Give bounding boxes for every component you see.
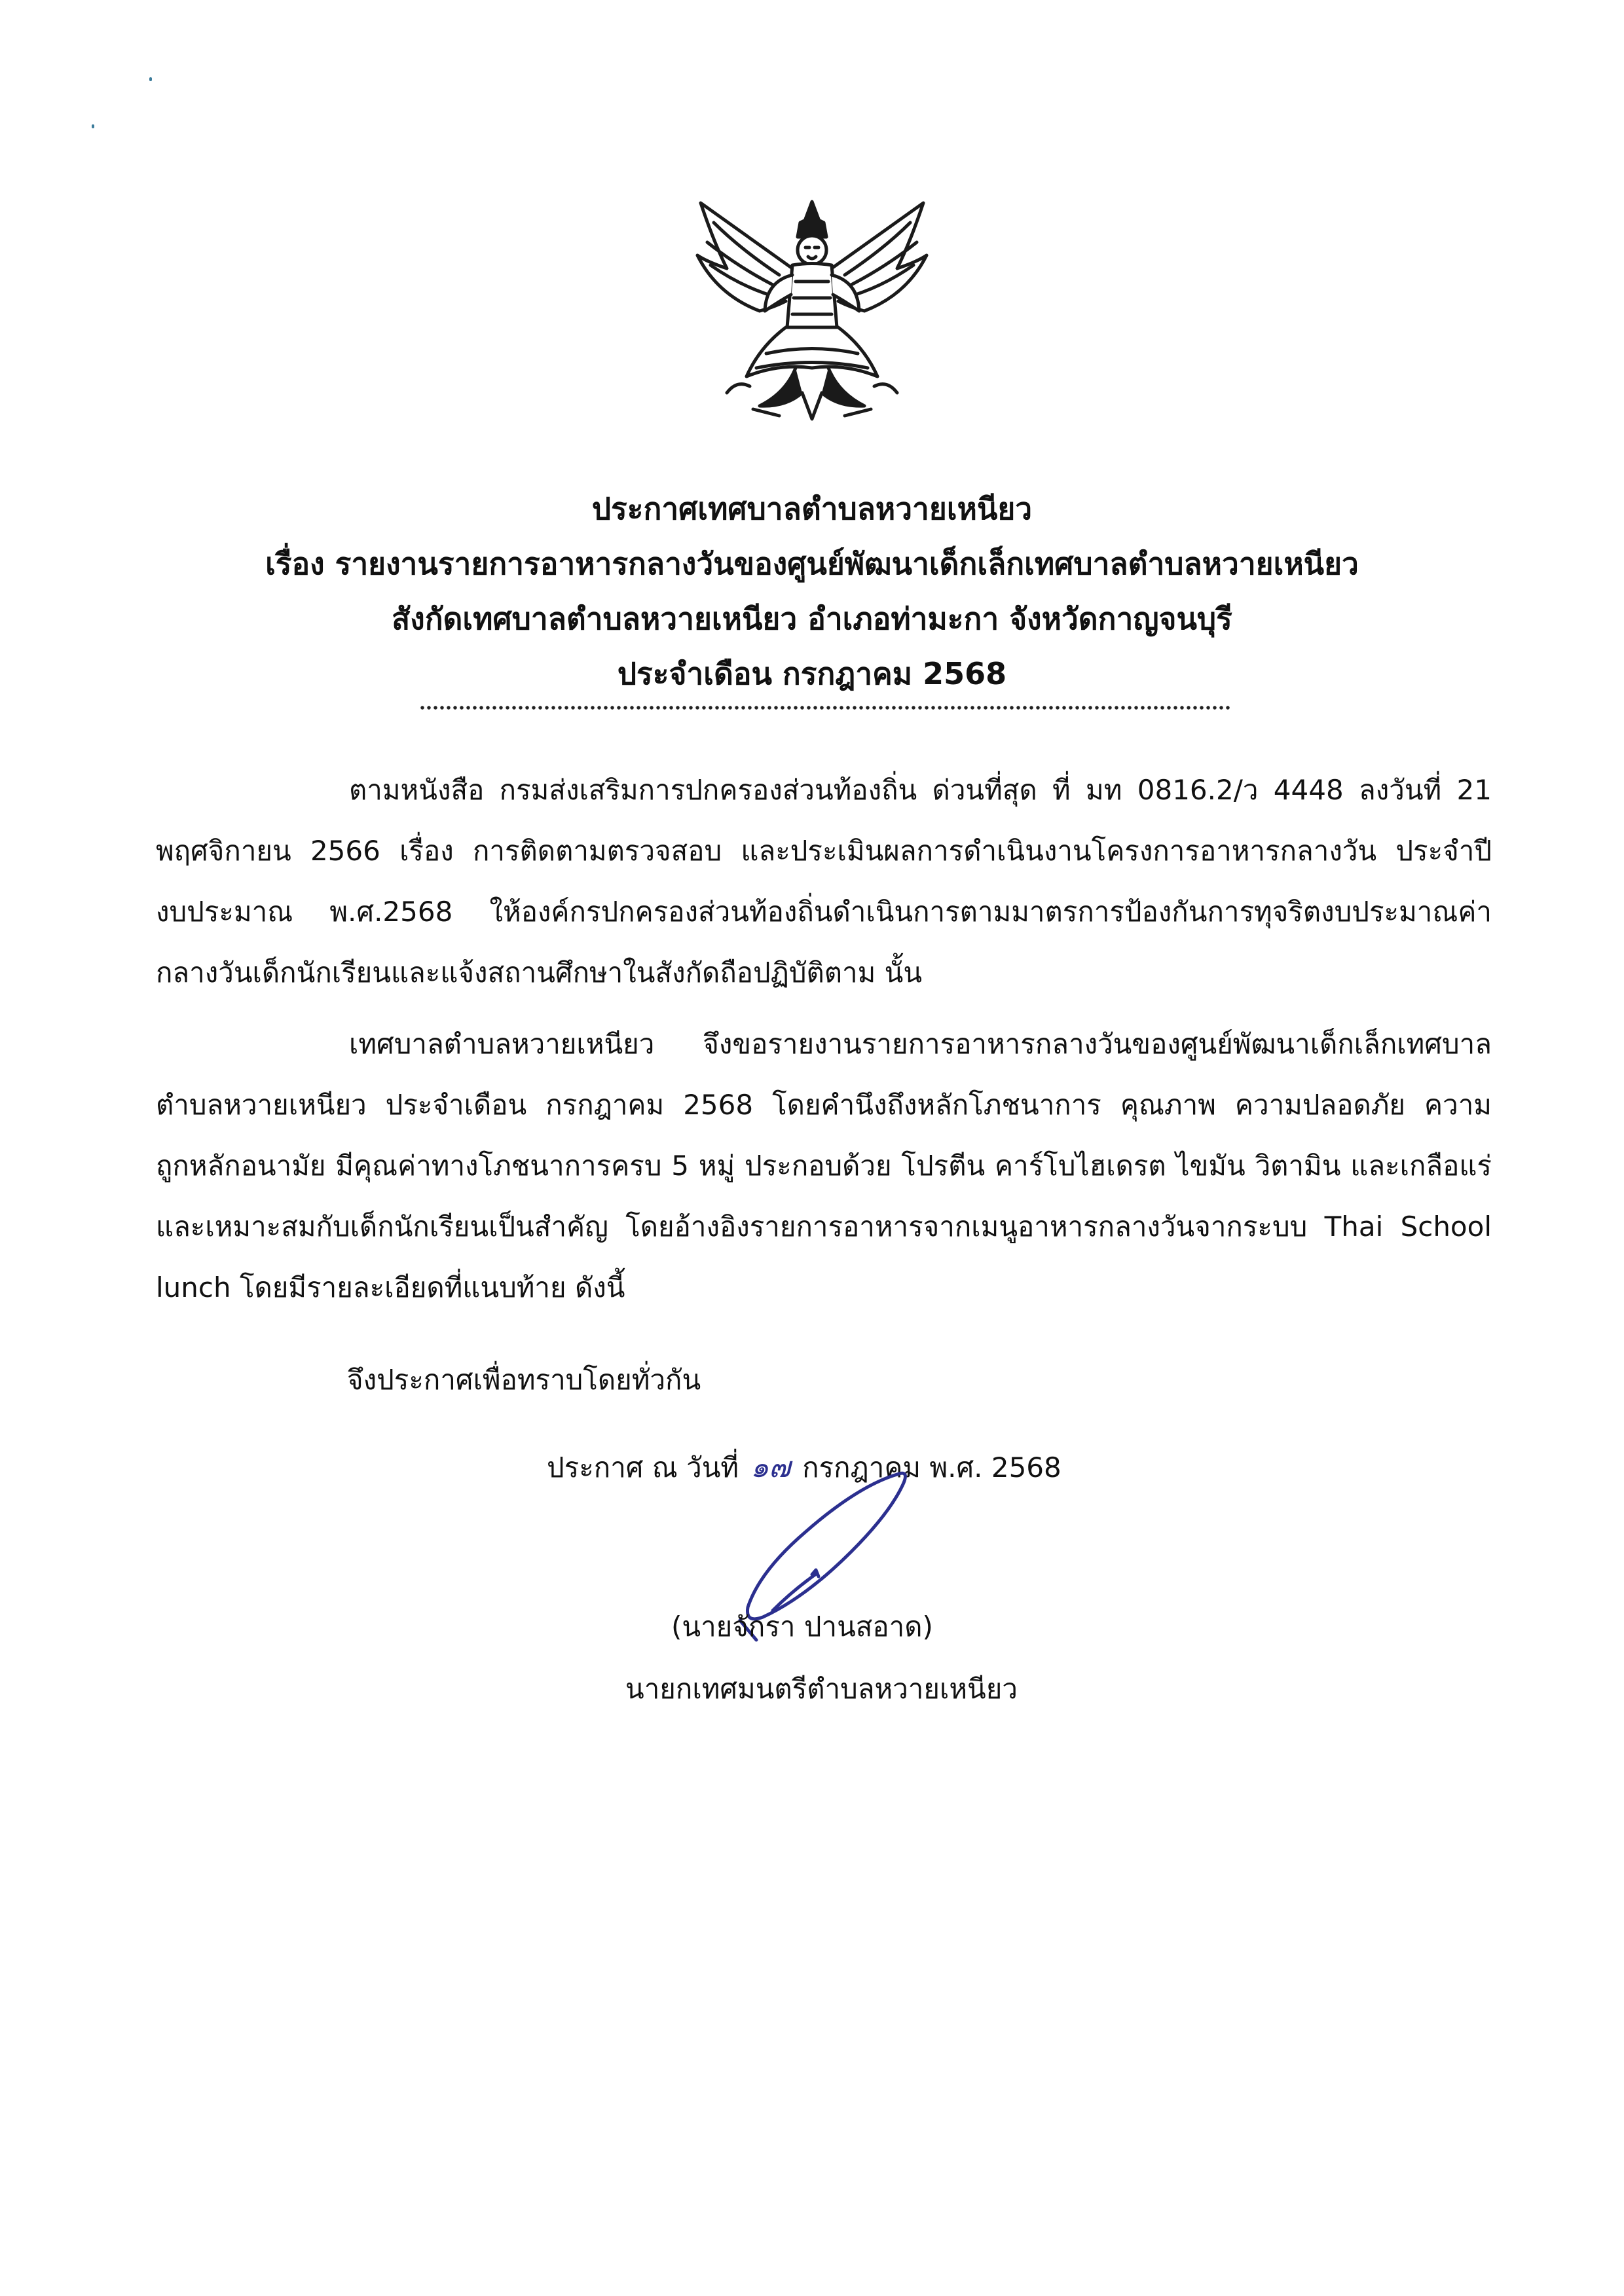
paragraph-line: และเหมาะสมกับเด็กนักเรียนเป็นสำคัญ โดยอ้างอิงรายการอาหารจากเมนูอาหารกลางวันจากระบบ Thai School [156,1211,1492,1243]
body-paragraph-2 [156,1013,1492,1318]
announcement-month: ประจำเดือน กรกฎาคม 2568 [617,656,1007,691]
date-suffix: กรกฎาคม พ.ศ. 2568 [802,1451,1061,1484]
signer-name: (นายจักรา ปานสอาด) [671,1611,933,1643]
paragraph-line: ตามหนังสือ กรมส่งเสริมการปกครองส่วนท้องถิ่น ด่วนที่สุด ที่ มท 0816.2/ว 4448 ลงวันที่ 21 [349,774,1492,806]
paragraph-line: งบประมาณ พ.ศ.2568 ให้องค์กรปกครองส่วนท้องถิ่นดำเนินการตามมาตรการป้องกันการทุจริตงบประมาณค่า [156,896,1492,928]
closing-statement: จึงประกาศเพื่อทราบโดยทั่วกัน [347,1364,701,1396]
handwritten-day: ๑๗ [750,1451,791,1484]
announcement-subject: เรื่อง รายงานรายการอาหารกลางวันของศูนย์พัฒนาเด็กเล็กเทศบาลตำบลหวายเหนียว [265,546,1359,581]
date-prefix: ประกาศ ณ วันที่ [547,1451,739,1484]
paragraph-line: lunch โดยมีรายละเอียดที่แนบท้าย ดังนี้ [156,1271,625,1303]
paragraph-line: เทศบาลตำบลหวายเหนียว จึงขอรายงานรายการอาหารกลางวันของศูนย์พัฒนาเด็กเล็กเทศบาล [349,1028,1492,1060]
paragraph-line: กลางวันเด็กนักเรียนและแจ้งสถานศึกษาในสังกัดถือปฏิบัติตาม นั้น [156,957,923,989]
paragraph-line: ตำบลหวายเหนียว ประจำเดือน กรกฎาคม 2568 โดยคำนึงถึงหลักโภชนาการ คุณภาพ ความปลอดภัย ความ [156,1089,1492,1121]
signer-position: นายกเทศมนตรีตำบลหวายเหนียว [625,1673,1018,1705]
announcement-header [196,481,1428,701]
scan-speck [149,77,152,81]
scan-speck [92,124,94,128]
dotted-divider [419,704,1231,712]
announcement-affiliation: สังกัดเทศบาลตำบลหวายเหนียว อำเภอท่ามะกา จังหวัดกาญจนบุรี [392,601,1232,636]
paragraph-line: ถูกหลักอนามัย มีคุณค่าทางโภชนาการครบ 5 หมู่ ประกอบด้วย โปรตีน คาร์โบไฮเดรต ไขมัน วิตามิน และเกลือแร่ [156,1150,1492,1182]
announcement-title: ประกาศเทศบาลตำบลหวายเหนียว [591,491,1033,526]
garuda-emblem-icon [688,196,936,426]
paragraph-line: พฤศจิกายน 2566 เรื่อง การติดตามตรวจสอบ และประเมินผลการดำเนินงานโครงการอาหารกลางวัน ประจำปี [156,835,1492,867]
body-paragraph-1 [156,759,1492,1003]
